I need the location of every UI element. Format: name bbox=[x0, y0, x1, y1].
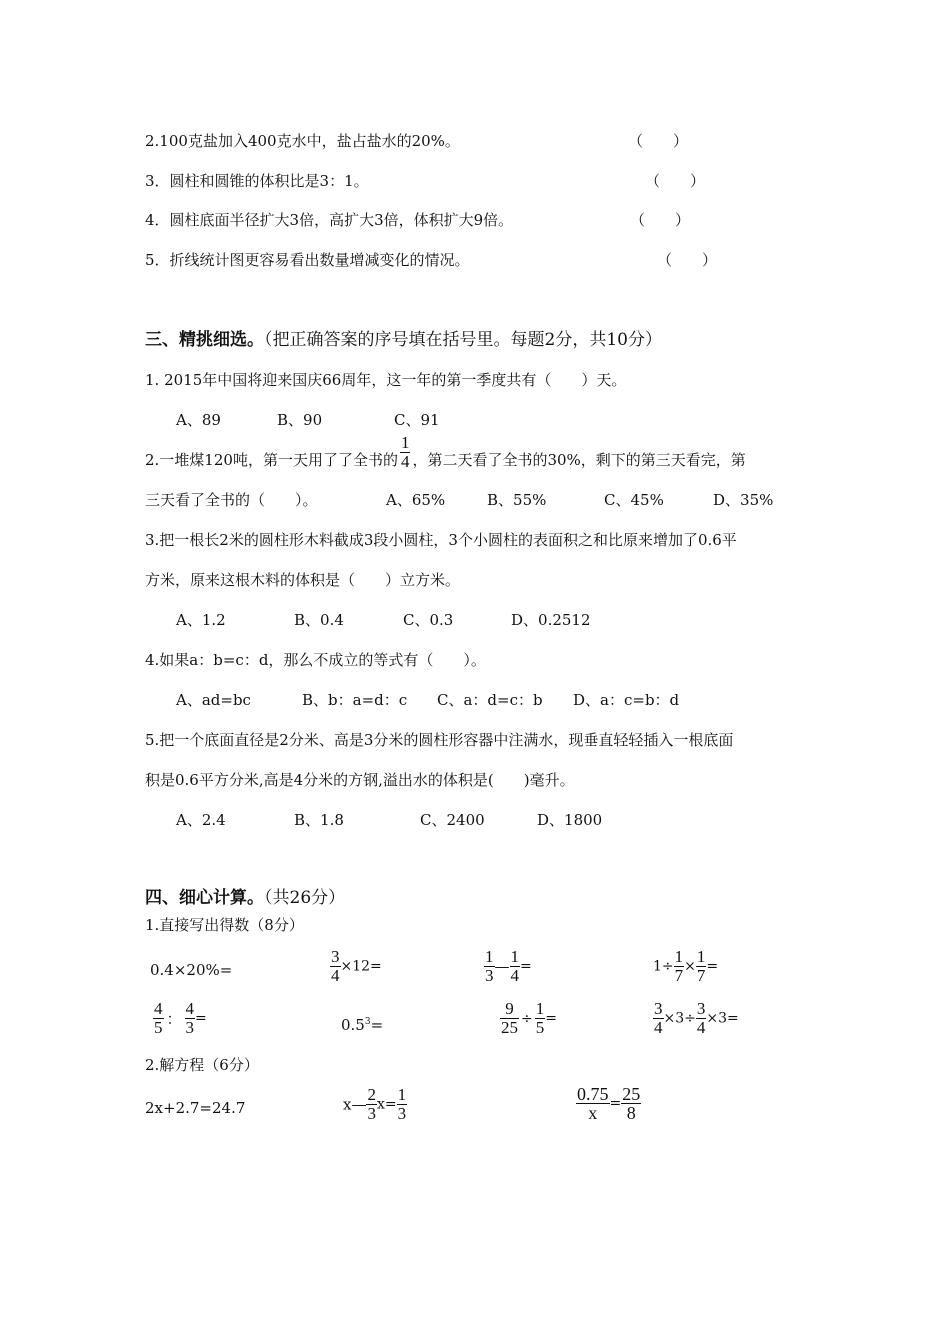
section-4-heading bbox=[145, 888, 345, 908]
sec3-q4: 4.如果a：b=c：d，那么不成立的等式有（ ）。 bbox=[145, 651, 486, 669]
calc-e5 bbox=[153, 1000, 207, 1037]
sec3-q3-line2: 方米，原来这根木料的体积是（ ）立方米。 bbox=[145, 571, 461, 589]
sec3-q5-line1: 5.把一个底面直径是2分米、高是3分米的圆柱形容器中注满水，现垂直轻轻插入一根底面 bbox=[145, 731, 734, 749]
fraction bbox=[484, 948, 495, 985]
fraction bbox=[500, 1000, 519, 1037]
fraction-denominator: 7 bbox=[674, 966, 684, 985]
fraction bbox=[535, 1000, 546, 1037]
calc-e1: 0.4×20%= bbox=[150, 961, 233, 979]
answer-paren[interactable]: （ ） bbox=[645, 172, 706, 190]
sec3-q2-line2: 三天看了全书的（ ）。 bbox=[145, 491, 318, 509]
operator: × bbox=[684, 958, 696, 975]
fraction-numerator: 1 bbox=[674, 947, 684, 966]
sec3-q2-text-a: 2.一堆煤120吨，第一天用了了全书的 bbox=[145, 451, 398, 469]
equals: = bbox=[195, 1010, 207, 1027]
sec3-q4-opt-d[interactable]: D、a：c=b：d bbox=[573, 691, 680, 709]
sec3-q3-opt-a[interactable]: A、1.2 bbox=[176, 611, 226, 629]
section-3-heading bbox=[145, 330, 662, 350]
fraction-numerator: 3 bbox=[331, 947, 340, 966]
equals: = bbox=[609, 1095, 622, 1112]
fraction-numerator: 2 bbox=[367, 1085, 376, 1104]
fraction-denominator: 3 bbox=[185, 1018, 195, 1037]
fraction-denominator: 7 bbox=[696, 966, 706, 985]
sec3-q1-opt-a[interactable]: A、89 bbox=[176, 411, 221, 429]
operator: ÷ bbox=[521, 1010, 533, 1027]
calc-e3 bbox=[484, 948, 532, 985]
section-4-title: 四、细心计算。 bbox=[145, 888, 264, 908]
sec3-q3-line1: 3.把一根长2米的圆柱形木料截成3段小圆柱，3个小圆柱的表面积之和比原来增加了0.6平 bbox=[145, 531, 737, 549]
fraction-numerator: 0.75 bbox=[577, 1084, 609, 1104]
fraction-denominator: 4 bbox=[696, 1018, 706, 1037]
fraction bbox=[674, 948, 685, 985]
fraction-denominator: 4 bbox=[331, 966, 340, 985]
calc-e8 bbox=[653, 1000, 739, 1037]
fraction bbox=[185, 1000, 196, 1037]
equation-2-prefix: x— bbox=[343, 1095, 367, 1114]
fraction-numerator: 1 bbox=[397, 1085, 407, 1104]
fraction bbox=[153, 1000, 164, 1037]
sec3-q1-opt-c[interactable]: C、91 bbox=[394, 411, 440, 429]
fraction bbox=[696, 1000, 707, 1037]
judge-q4: 4．圆柱底面半径扩大3倍，高扩大3倍，体积扩大9倍。 bbox=[145, 211, 514, 229]
equation-2 bbox=[343, 1086, 407, 1123]
fraction bbox=[397, 1086, 408, 1123]
fraction-numerator: 4 bbox=[154, 999, 163, 1018]
judge-q2: 2.100克盐加入400克水中，盐占盐水的20%。 bbox=[145, 132, 460, 150]
sec3-q2-text-b: ，第二天看了全书的30%，剩下的第三天看完，第 bbox=[412, 451, 746, 469]
answer-paren[interactable]: （ ） bbox=[628, 132, 689, 150]
calc-e8-rest: ×3= bbox=[706, 1010, 739, 1027]
fraction bbox=[576, 1085, 610, 1122]
answer-paren[interactable]: （ ） bbox=[657, 251, 718, 269]
sec3-q1-opt-b[interactable]: B、90 bbox=[277, 411, 323, 429]
sec3-q3-opt-b[interactable]: B、0.4 bbox=[294, 611, 344, 629]
sec3-q5-opt-a[interactable]: A、2.4 bbox=[176, 811, 226, 829]
fraction-numerator: 4 bbox=[185, 999, 195, 1018]
equals: = bbox=[545, 1010, 557, 1027]
sec4-sub1: 1.直接写出得数（8分） bbox=[145, 916, 304, 934]
operator: ： bbox=[166, 1009, 182, 1028]
section-3-title: 三、精挑细选。 bbox=[145, 330, 264, 350]
sec3-q4-opt-a[interactable]: A、ad=bc bbox=[176, 691, 251, 709]
fraction-denominator: 25 bbox=[501, 1018, 518, 1037]
fraction-numerator: 1 bbox=[510, 947, 519, 966]
fraction-denominator: 3 bbox=[485, 966, 494, 985]
judge-q5: 5．折线统计图更容易看出数量增减变化的情况。 bbox=[145, 251, 470, 269]
operator: — bbox=[494, 957, 510, 976]
fraction-numerator: 1 bbox=[400, 432, 410, 452]
calc-e6 bbox=[341, 1012, 383, 1035]
fraction-denominator: 4 bbox=[400, 451, 410, 471]
calc-e8-mid: ×3÷ bbox=[663, 1010, 696, 1027]
judge-q3: 3．圆柱和圆锥的体积比是3：1。 bbox=[145, 172, 369, 190]
fraction-numerator: 3 bbox=[654, 999, 663, 1018]
sec4-sub2: 2.解方程（6分） bbox=[145, 1056, 259, 1074]
section-4-note: （共26分） bbox=[264, 888, 346, 908]
fraction-numerator: 25 bbox=[622, 1084, 641, 1104]
calc-e4-prefix: 1÷ bbox=[653, 958, 674, 975]
fraction bbox=[653, 1000, 664, 1037]
equals: = bbox=[706, 958, 719, 975]
fraction bbox=[696, 948, 707, 985]
fraction-denominator: 3 bbox=[367, 1104, 376, 1123]
fraction-numerator: 1 bbox=[535, 999, 545, 1018]
sec3-q1: 1. 2015年中国将迎来国庆66周年，这一年的第一季度共有（ ）天。 bbox=[145, 371, 627, 389]
equals: = bbox=[370, 1016, 384, 1034]
sec3-q2-opt-d[interactable]: D、35% bbox=[713, 491, 774, 509]
equals: = bbox=[520, 958, 532, 975]
fraction-numerator: 9 bbox=[505, 999, 514, 1018]
sec3-q4-opt-b[interactable]: B、b：a=d：c bbox=[302, 691, 408, 709]
sec3-q5-opt-b[interactable]: B、1.8 bbox=[294, 811, 344, 829]
sec3-q2-line1 bbox=[145, 432, 746, 471]
fraction-denominator: x bbox=[576, 1103, 610, 1122]
fraction-numerator: 1 bbox=[696, 947, 706, 966]
calc-e6-base: 0.5 bbox=[341, 1016, 365, 1034]
fraction-denominator: 4 bbox=[654, 1018, 663, 1037]
sec3-q3-opt-c[interactable]: C、0.3 bbox=[403, 611, 454, 629]
fraction bbox=[621, 1085, 641, 1122]
fraction-denominator: 4 bbox=[510, 966, 519, 985]
sec3-q2-opt-b[interactable]: B、55% bbox=[487, 491, 547, 509]
fraction-numerator: 3 bbox=[696, 999, 706, 1018]
fraction bbox=[366, 1086, 377, 1123]
answer-paren[interactable]: （ ） bbox=[630, 211, 691, 229]
section-3-note: （把正确答案的序号填在括号里。每题2分，共10分） bbox=[264, 330, 662, 350]
fraction-denominator: 5 bbox=[535, 1018, 545, 1037]
fraction bbox=[510, 948, 521, 985]
sec3-q5-line2: 积是0.6平方分米,高是4分米的方钢,溢出水的体积是( )毫升。 bbox=[145, 771, 575, 789]
fraction-numerator: 1 bbox=[485, 947, 494, 966]
fraction-denominator: 3 bbox=[397, 1104, 407, 1123]
sec3-q2-opt-a[interactable]: A、65% bbox=[386, 491, 446, 509]
fraction-denominator: 5 bbox=[154, 1018, 163, 1037]
sec3-q4-opt-c[interactable]: C、a：d=c：b bbox=[437, 691, 543, 709]
calc-e2 bbox=[330, 948, 382, 985]
calc-e7 bbox=[500, 1000, 557, 1037]
fraction bbox=[330, 948, 341, 985]
fraction-denominator: 8 bbox=[621, 1103, 641, 1122]
sec3-q3-opt-d[interactable]: D、0.2512 bbox=[511, 611, 591, 629]
sec3-q2-fraction bbox=[400, 434, 411, 471]
calc-e2-rest: ×12= bbox=[340, 958, 382, 975]
sec3-q2-opt-c[interactable]: C、45% bbox=[604, 491, 664, 509]
equation-2-mid: x= bbox=[376, 1096, 397, 1113]
calc-e6-exponent: 3 bbox=[364, 1017, 371, 1027]
sec3-q5-opt-d[interactable]: D、1800 bbox=[537, 811, 603, 829]
sec3-q5-opt-c[interactable]: C、2400 bbox=[420, 811, 485, 829]
equation-3 bbox=[576, 1085, 641, 1122]
calc-e4 bbox=[653, 948, 718, 985]
equation-1: 2x+2.7=24.7 bbox=[145, 1099, 246, 1117]
